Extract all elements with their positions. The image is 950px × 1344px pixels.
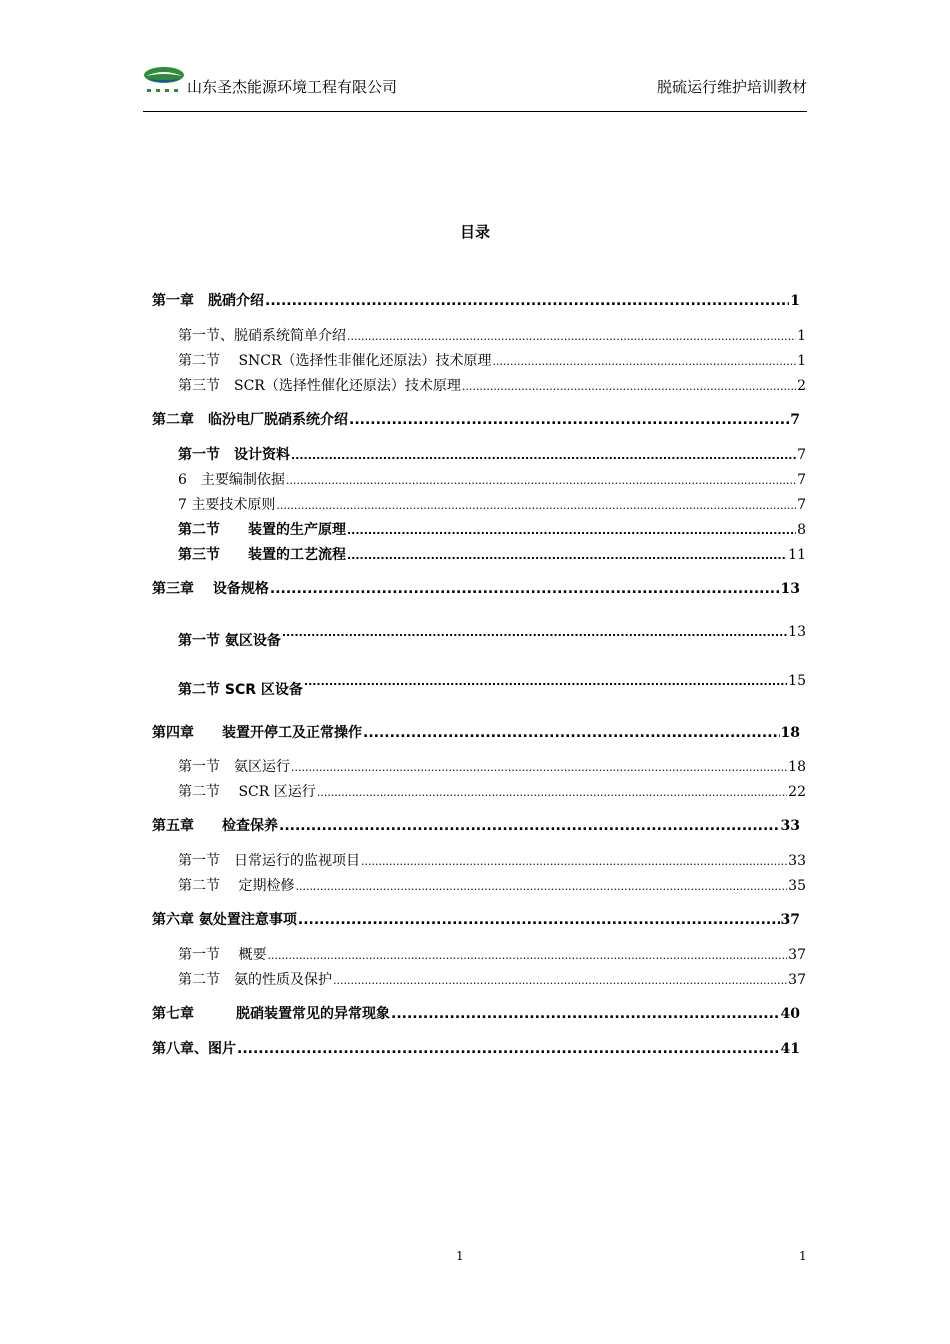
toc-entry-page: 41 xyxy=(780,1041,800,1057)
toc-entry-subsection[interactable] xyxy=(178,469,806,489)
toc-entry-label: 第二节 装置的生产原理 xyxy=(178,522,346,538)
toc-entry-page: 2 xyxy=(797,378,806,394)
dot-leader xyxy=(291,761,787,774)
toc-entry-section[interactable] xyxy=(178,624,806,650)
toc-entry-page: 35 xyxy=(788,878,806,894)
dot-leader xyxy=(347,524,796,537)
toc-entry-label: 第六章 氨处置注意事项 xyxy=(152,912,297,928)
toc-entry-label: 第八章、图片 xyxy=(152,1041,236,1057)
company-name: 山东圣杰能源环境工程有限公司 xyxy=(187,78,398,96)
sjee-logo-icon xyxy=(143,66,185,96)
toc-entry-section[interactable] xyxy=(178,350,806,370)
toc-entry-chapter-3[interactable] xyxy=(152,578,800,598)
toc-entry-section[interactable] xyxy=(178,375,806,395)
toc-entry-label: 第一节 氨区设备 xyxy=(178,633,281,649)
toc-entry-page: 18 xyxy=(788,759,806,775)
page-number-center: 1 xyxy=(456,1249,464,1263)
toc-entry-page: 22 xyxy=(788,784,806,800)
toc-entry-page: 1 xyxy=(790,293,800,309)
dot-leader xyxy=(286,474,796,487)
page-number-right: 1 xyxy=(799,1249,807,1263)
toc-entry-label: 第三章 设备规格 xyxy=(152,581,269,597)
dot-leader xyxy=(291,449,796,462)
toc-entry-label: 第一节、脱硝系统简单介绍 xyxy=(178,328,346,344)
toc-entry-page: 40 xyxy=(780,1006,800,1022)
toc-entry-page: 7 xyxy=(797,472,806,488)
toc-entry-page: 37 xyxy=(780,912,800,928)
toc-entry-section[interactable] xyxy=(178,875,806,895)
toc-entry-page: 13 xyxy=(788,624,806,640)
toc-entry-page: 11 xyxy=(788,547,806,563)
toc-entry-section[interactable] xyxy=(178,544,806,564)
toc-entry-chapter-2[interactable] xyxy=(152,409,800,429)
dot-leader xyxy=(363,725,780,741)
toc-entry-page: 37 xyxy=(788,947,806,963)
toc-entry-label: 第一节 氨区运行 xyxy=(178,759,290,775)
toc-entry-label: 6 主要编制依据 xyxy=(178,472,285,488)
toc-entry-chapter-1[interactable] xyxy=(152,290,800,310)
toc-entry-label: 7 主要技术原则 xyxy=(178,497,276,513)
dot-leader xyxy=(295,880,787,893)
toc-entry-label: 第二节 SCR 区设备 xyxy=(178,682,303,698)
toc-entry-label: 第五章 检查保养 xyxy=(152,818,278,834)
dot-leader xyxy=(237,1041,780,1057)
toc-entry-page: 18 xyxy=(780,725,800,741)
dot-leader xyxy=(270,581,780,597)
toc-entry-section[interactable] xyxy=(178,325,806,345)
document-title: 脱硫运行维护培训教材 xyxy=(656,78,807,96)
toc-entry-label: 第二节 SNCR（选择性非催化还原法）技术原理 xyxy=(178,353,492,369)
dot-leader xyxy=(276,499,796,512)
toc-entry-page: 7 xyxy=(797,447,806,463)
toc-entry-page: 33 xyxy=(780,818,800,834)
toc-entry-section[interactable] xyxy=(178,969,806,989)
toc-entry-section[interactable] xyxy=(178,756,806,776)
toc-entry-label: 第七章 脱硝装置常见的异常现象 xyxy=(152,1006,390,1022)
dot-leader xyxy=(361,855,787,868)
dot-leader xyxy=(298,912,780,928)
toc-entry-page: 1 xyxy=(797,328,806,344)
toc-entry-section[interactable] xyxy=(178,850,806,870)
dot-leader xyxy=(282,626,787,639)
dot-leader xyxy=(304,675,787,688)
toc-entry-chapter-5[interactable] xyxy=(152,815,800,835)
toc-entry-page: 7 xyxy=(790,412,800,428)
dot-leader xyxy=(349,412,789,428)
dot-leader xyxy=(347,549,787,562)
toc-entry-label: 第一章 脱硝介绍 xyxy=(152,293,264,309)
dot-leader xyxy=(265,293,789,309)
toc-entry-label: 第二节 定期检修 xyxy=(178,878,295,894)
toc-entry-label: 第三节 SCR（选择性催化还原法）技术原理 xyxy=(178,378,461,394)
dot-leader xyxy=(347,330,796,343)
toc-entry-page: 37 xyxy=(788,972,806,988)
toc-entry-label: 第四章 装置开停工及正常操作 xyxy=(152,725,362,741)
toc-entry-chapter-6[interactable] xyxy=(152,909,800,929)
toc-entry-label: 第二章 临汾电厂脱硝系统介绍 xyxy=(152,412,348,428)
toc-entry-chapter-8[interactable] xyxy=(152,1038,800,1058)
toc-entry-section[interactable] xyxy=(178,673,806,699)
toc-entry-label: 第一节 日常运行的监视项目 xyxy=(178,853,360,869)
toc-entry-label: 第一节 设计资料 xyxy=(178,447,290,463)
toc-entry-chapter-7[interactable] xyxy=(152,1003,800,1023)
toc-entry-page: 7 xyxy=(797,497,806,513)
dot-leader xyxy=(317,786,787,799)
toc-entry-label: 第一节 概要 xyxy=(178,947,267,963)
toc-entry-page: 13 xyxy=(780,581,800,597)
dot-leader xyxy=(279,818,780,834)
toc-entry-page: 1 xyxy=(797,353,806,369)
toc-entry-page: 33 xyxy=(788,853,806,869)
toc-entry-page: 15 xyxy=(788,673,806,689)
toc-entry-section[interactable] xyxy=(178,444,806,464)
toc-entry-section[interactable] xyxy=(178,944,806,964)
toc-entry-subsection[interactable] xyxy=(178,494,806,514)
toc-entry-section[interactable] xyxy=(178,781,806,801)
header-divider xyxy=(143,111,807,112)
dot-leader xyxy=(493,355,797,368)
toc-entry-page: 8 xyxy=(797,522,806,538)
toc-entry-label: 第二节 SCR 区运行 xyxy=(178,784,316,800)
dot-leader xyxy=(391,1006,780,1022)
dot-leader xyxy=(462,380,796,393)
dot-leader xyxy=(333,974,787,987)
page-header xyxy=(143,66,807,114)
toc-entry-section[interactable] xyxy=(178,519,806,539)
toc-entry-chapter-4[interactable] xyxy=(152,722,800,742)
toc-heading: 目录 xyxy=(459,223,490,241)
toc-entry-label: 第二节 氨的性质及保护 xyxy=(178,972,332,988)
dot-leader xyxy=(267,949,787,962)
toc-entry-label: 第三节 装置的工艺流程 xyxy=(178,547,346,563)
